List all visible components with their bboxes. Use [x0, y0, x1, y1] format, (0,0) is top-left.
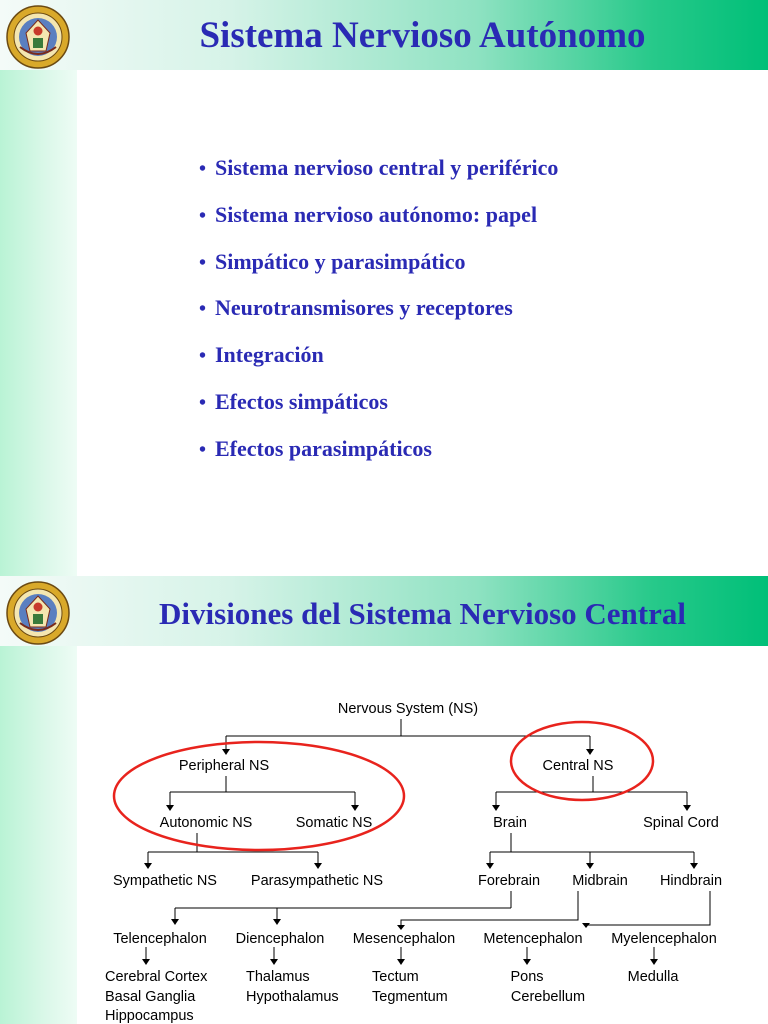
bullet-item: • Neurotransmisores y receptores: [199, 292, 558, 339]
node-autonomic-ns: Autonomic NS: [159, 815, 253, 831]
university-seal-icon: [6, 5, 70, 69]
bullet-dot: •: [199, 438, 207, 461]
bullet-dot: •: [199, 298, 207, 321]
slide-2: [0, 576, 768, 1024]
node-nervous-system: Nervous System (NS): [337, 701, 479, 717]
bullet-item: • Integración: [199, 339, 558, 386]
node-thalamus: Thalamus: [246, 969, 310, 985]
tree-connectors: [146, 719, 710, 959]
side-strip: [0, 70, 77, 576]
nervous-system-tree-diagram: [0, 576, 768, 1024]
node-hindbrain: Hindbrain: [659, 873, 723, 889]
bullet-dot: •: [199, 158, 207, 180]
bullet-list: [199, 152, 558, 480]
node-cerebral-cortex: Cerebral Cortex: [105, 969, 208, 985]
node-parasympathetic-ns: Parasympathetic NS: [250, 873, 384, 889]
node-central-ns: Central NS: [542, 758, 614, 774]
node-pons: Pons: [510, 969, 544, 985]
node-metencephalon: Metencephalon: [483, 931, 583, 947]
bullet-item: • Efectos parasimpáticos: [199, 433, 558, 480]
slide-title: Sistema Nervioso Autónomo: [199, 15, 646, 56]
bullet-dot: •: [199, 204, 207, 227]
node-sympathetic-ns: Sympathetic NS: [113, 873, 217, 889]
node-forebrain: Forebrain: [477, 873, 541, 889]
node-brain: Brain: [493, 815, 527, 831]
node-telencephalon: Telencephalon: [113, 931, 207, 947]
bullet-item: • Efectos simpáticos: [199, 386, 558, 433]
node-cerebellum: Cerebellum: [510, 989, 586, 1005]
node-basal-ganglia: Basal Ganglia: [105, 989, 196, 1005]
bullet-dot: •: [199, 345, 207, 368]
bullet-dot: •: [199, 391, 207, 414]
node-mesencephalon: Mesencephalon: [352, 931, 456, 947]
node-medulla: Medulla: [627, 969, 679, 985]
node-somatic-ns: Somatic NS: [295, 815, 373, 831]
node-tegmentum: Tegmentum: [372, 989, 448, 1005]
node-tectum: Tectum: [372, 969, 419, 985]
bullet-item: • Sistema nervioso central y periférico: [199, 152, 558, 199]
node-hypothalamus: Hypothalamus: [246, 989, 339, 1005]
node-diencephalon: Diencephalon: [235, 931, 325, 947]
node-hippocampus: Hippocampus: [105, 1008, 194, 1024]
node-midbrain: Midbrain: [572, 873, 628, 889]
node-myelencephalon: Myelencephalon: [611, 931, 717, 947]
node-spinal-cord: Spinal Cord: [643, 815, 719, 831]
bullet-item: • Sistema nervioso autónomo: papel: [199, 199, 558, 246]
bullet-dot: •: [199, 251, 207, 274]
bullet-item: • Simpático y parasimpático: [199, 246, 558, 293]
node-peripheral-ns: Peripheral NS: [178, 758, 270, 774]
slide-title: Divisiones del Sistema Nervioso Central: [159, 596, 686, 631]
